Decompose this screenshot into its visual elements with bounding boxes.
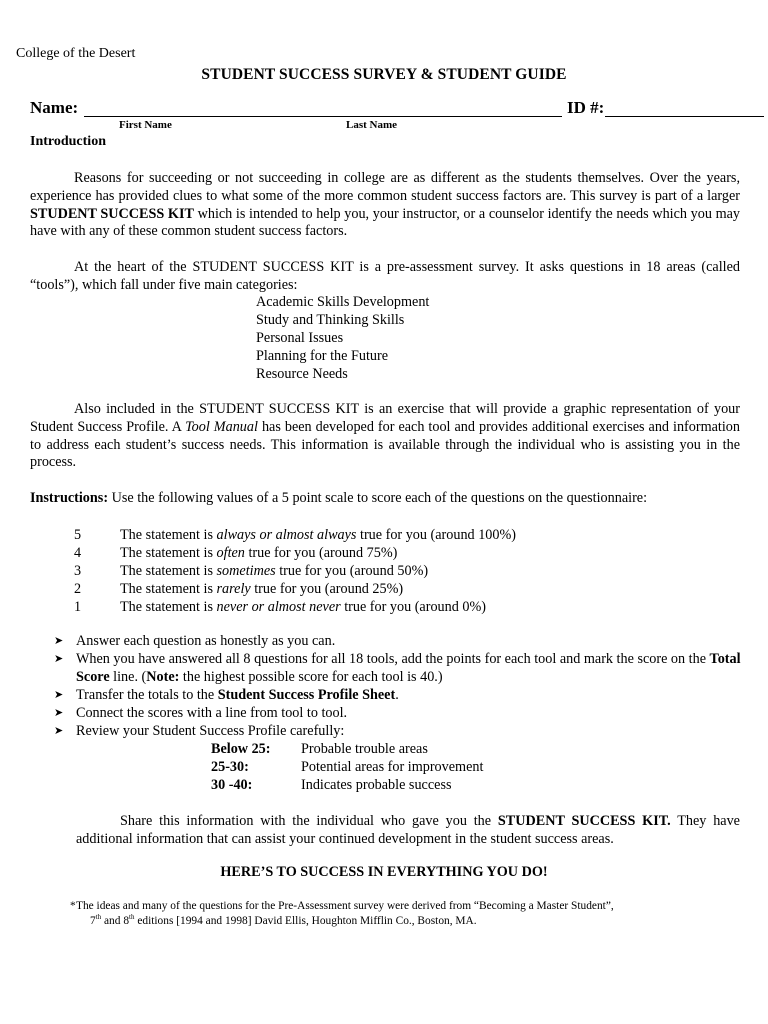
category-item: Academic Skills Development: [256, 294, 430, 310]
category-list: [256, 293, 429, 383]
list-item: ➤ Connect the scores with a line from tool to tool.: [54, 705, 348, 721]
closing-slogan: HERE’S TO SUCCESS IN EVERYTHING YOU DO!: [220, 864, 548, 880]
arrow-bullet-icon: ➤: [54, 725, 64, 737]
share-paragraph: Share this information with the individual who gave you the STUDENT SUCCESS KIT. They have additional information that can assist your continued development in the student success areas.: [76, 813, 740, 847]
intro-paragraph-3: Also included in the STUDENT SUCCESS KIT is an exercise that will provide a graphic representation of your Student Success Profile. A Tool Manual has been developed for each tool and provides additional exercises and information to address each student’s success needs. This information is available through the individual who is assisting you in the process.: [30, 401, 740, 471]
document-title: STUDENT SUCCESS SURVEY & STUDENT GUIDE: [201, 66, 567, 83]
name-label: Name:: [30, 98, 79, 117]
footnote: * The ideas and many of the questions for the Pre-Assessment survey were derived from “Becoming a Master Student”, 7th and 8th editions [1994 and 1998] David Ellis, Houghton Mifflin Co., Boston, MA.: [70, 900, 614, 927]
arrow-bullet-icon: ➤: [54, 689, 64, 701]
introduction-heading: Introduction: [30, 134, 106, 149]
id-label: ID #:: [567, 98, 605, 117]
instructions-line: Instructions: Use the following values of a 5 point scale to score each of the questions on the questionnaire:: [30, 490, 648, 506]
list-item: ➤ When you have answered all 8 questions for all 18 tools, add the points for each tool and mark the score on the Total Score line. (Note: the highest possible score for each tool is 40.): [54, 651, 741, 685]
list-item: ➤ Answer each question as honestly as you can.: [54, 633, 336, 649]
list-item: ➤ Transfer the totals to the Student Success Profile Sheet.: [54, 687, 399, 703]
category-item: Planning for the Future: [256, 348, 389, 364]
list-item: ➤ Review your Student Success Profile carefully:: [54, 723, 345, 739]
arrow-bullet-icon: ➤: [54, 707, 64, 719]
name-field-line[interactable]: [84, 116, 562, 117]
arrow-bullet-icon: ➤: [54, 635, 64, 647]
id-field-line[interactable]: [605, 116, 764, 117]
category-item: Personal Issues: [256, 330, 344, 346]
name-id-row: [30, 98, 734, 120]
category-item: Study and Thinking Skills: [256, 312, 405, 328]
arrow-bullet-icon: ➤: [54, 653, 64, 665]
intro-paragraph-2: At the heart of the STUDENT SUCCESS KIT is a pre-assessment survey. It asks questions in 18 areas (called “tools”), which fall under five main categories:: [30, 259, 740, 293]
first-name-caption: First Name: [119, 119, 172, 131]
last-name-caption: Last Name: [346, 119, 398, 131]
college-name: College of the Desert: [16, 46, 136, 61]
intro-paragraph-1: Reasons for succeeding or not succeeding in college are as different as the students themselves. Over the years, experience has provided clues to what some of the more common student success factors are. This survey is part of a larger STUDENT SUCCESS KIT which is intended to help you, your instructor, or a counselor identify the needs which you may have with any of these common student success factors.: [30, 170, 740, 240]
steps-list: [54, 632, 744, 740]
category-item: Resource Needs: [256, 366, 348, 382]
